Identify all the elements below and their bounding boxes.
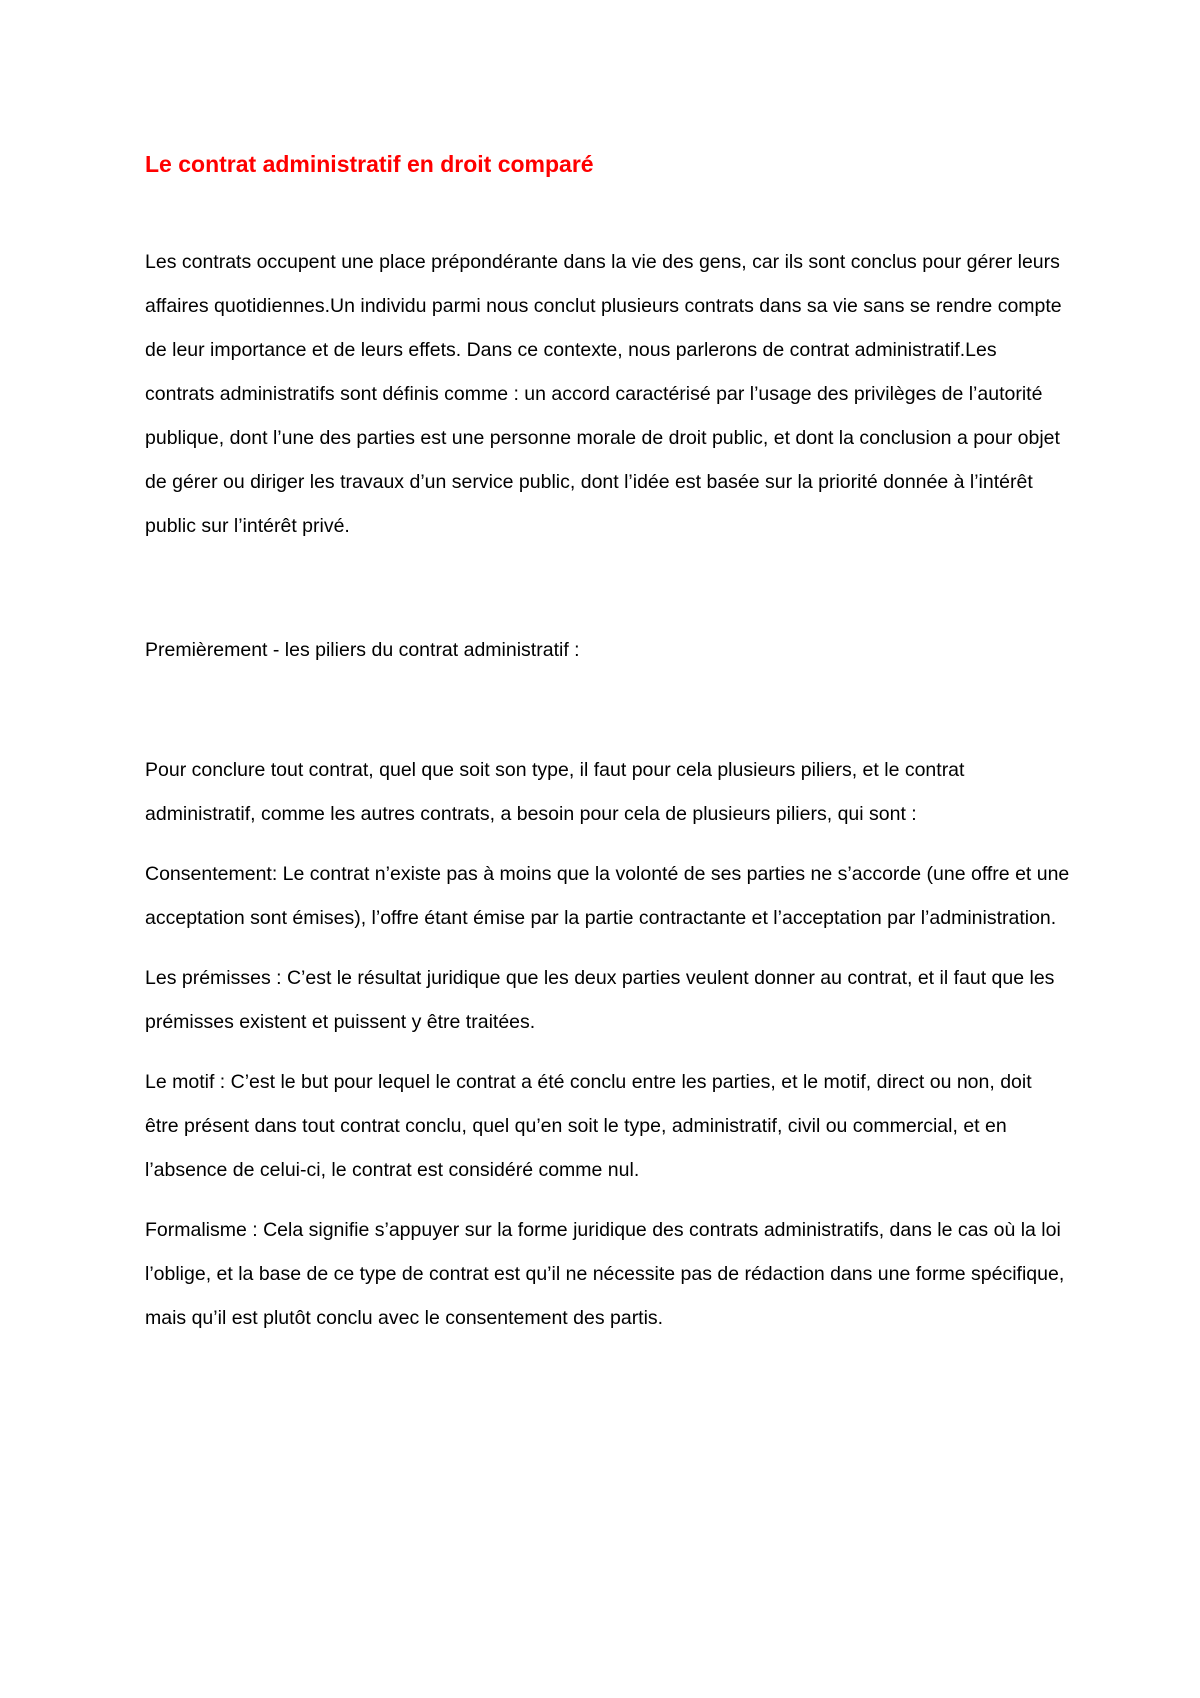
document-title: Le contrat administratif en droit comparé [145,151,594,177]
consentement-paragraph: Consentement: Le contrat n’existe pas à moins que la volonté de ses parties ne s’accorde (une offre et une acceptation sont émises), l’offre étant émise par la partie contractante et l’acceptation par l’administration. [145,863,1070,929]
section-heading: Premièrement - les piliers du contrat administratif : [145,639,580,661]
premisses-paragraph: Les prémisses : C’est le résultat juridique que les deux parties veulent donner au contrat, et il faut que les prémisses existent et puissent y être traitées. [145,967,1055,1033]
pillars-intro-paragraph: Pour conclure tout contrat, quel que soit son type, il faut pour cela plusieurs piliers, et le contrat administratif, comme les autres contrats, a besoin pour cela de plusieurs piliers, qui sont : [145,759,965,825]
document-body [145,142,1070,1340]
intro-paragraph: Les contrats occupent une place prépondérante dans la vie des gens, car ils sont conclus pour gérer leurs affaires quotidiennes.Un individu parmi nous conclut plusieurs contrats dans sa vie sans se rendre compte de leur importance et de leurs effets. Dans ce contexte, nous parlerons de contrat administratif.Les contrats administratifs sont définis comme : un accord caractérisé par l’usage des privilèges de l’autorité publique, dont l’une des parties est une personne morale de droit public, et dont la conclusion a pour objet de gérer ou diriger les travaux d’un service public, dont l’idée est basée sur la priorité donnée à l’intérêt public sur l’intérêt privé. [145,251,1062,537]
motif-paragraph: Le motif : C’est le but pour lequel le contrat a été conclu entre les parties, et le motif, direct ou non, doit être présent dans tout contrat conclu, quel qu’en soit le type, administratif, civil ou commercial, et en l’absence de celui-ci, le contrat est considéré comme nul. [145,1071,1032,1181]
formalisme-paragraph: Formalisme : Cela signifie s’appuyer sur la forme juridique des contrats administratifs, dans le cas où la loi l’oblige, et la base de ce type de contrat est qu’il ne nécessite pas de rédaction dans une forme spécifique, mais qu’il est plutôt conclu avec le consentement des partis. [145,1219,1065,1329]
